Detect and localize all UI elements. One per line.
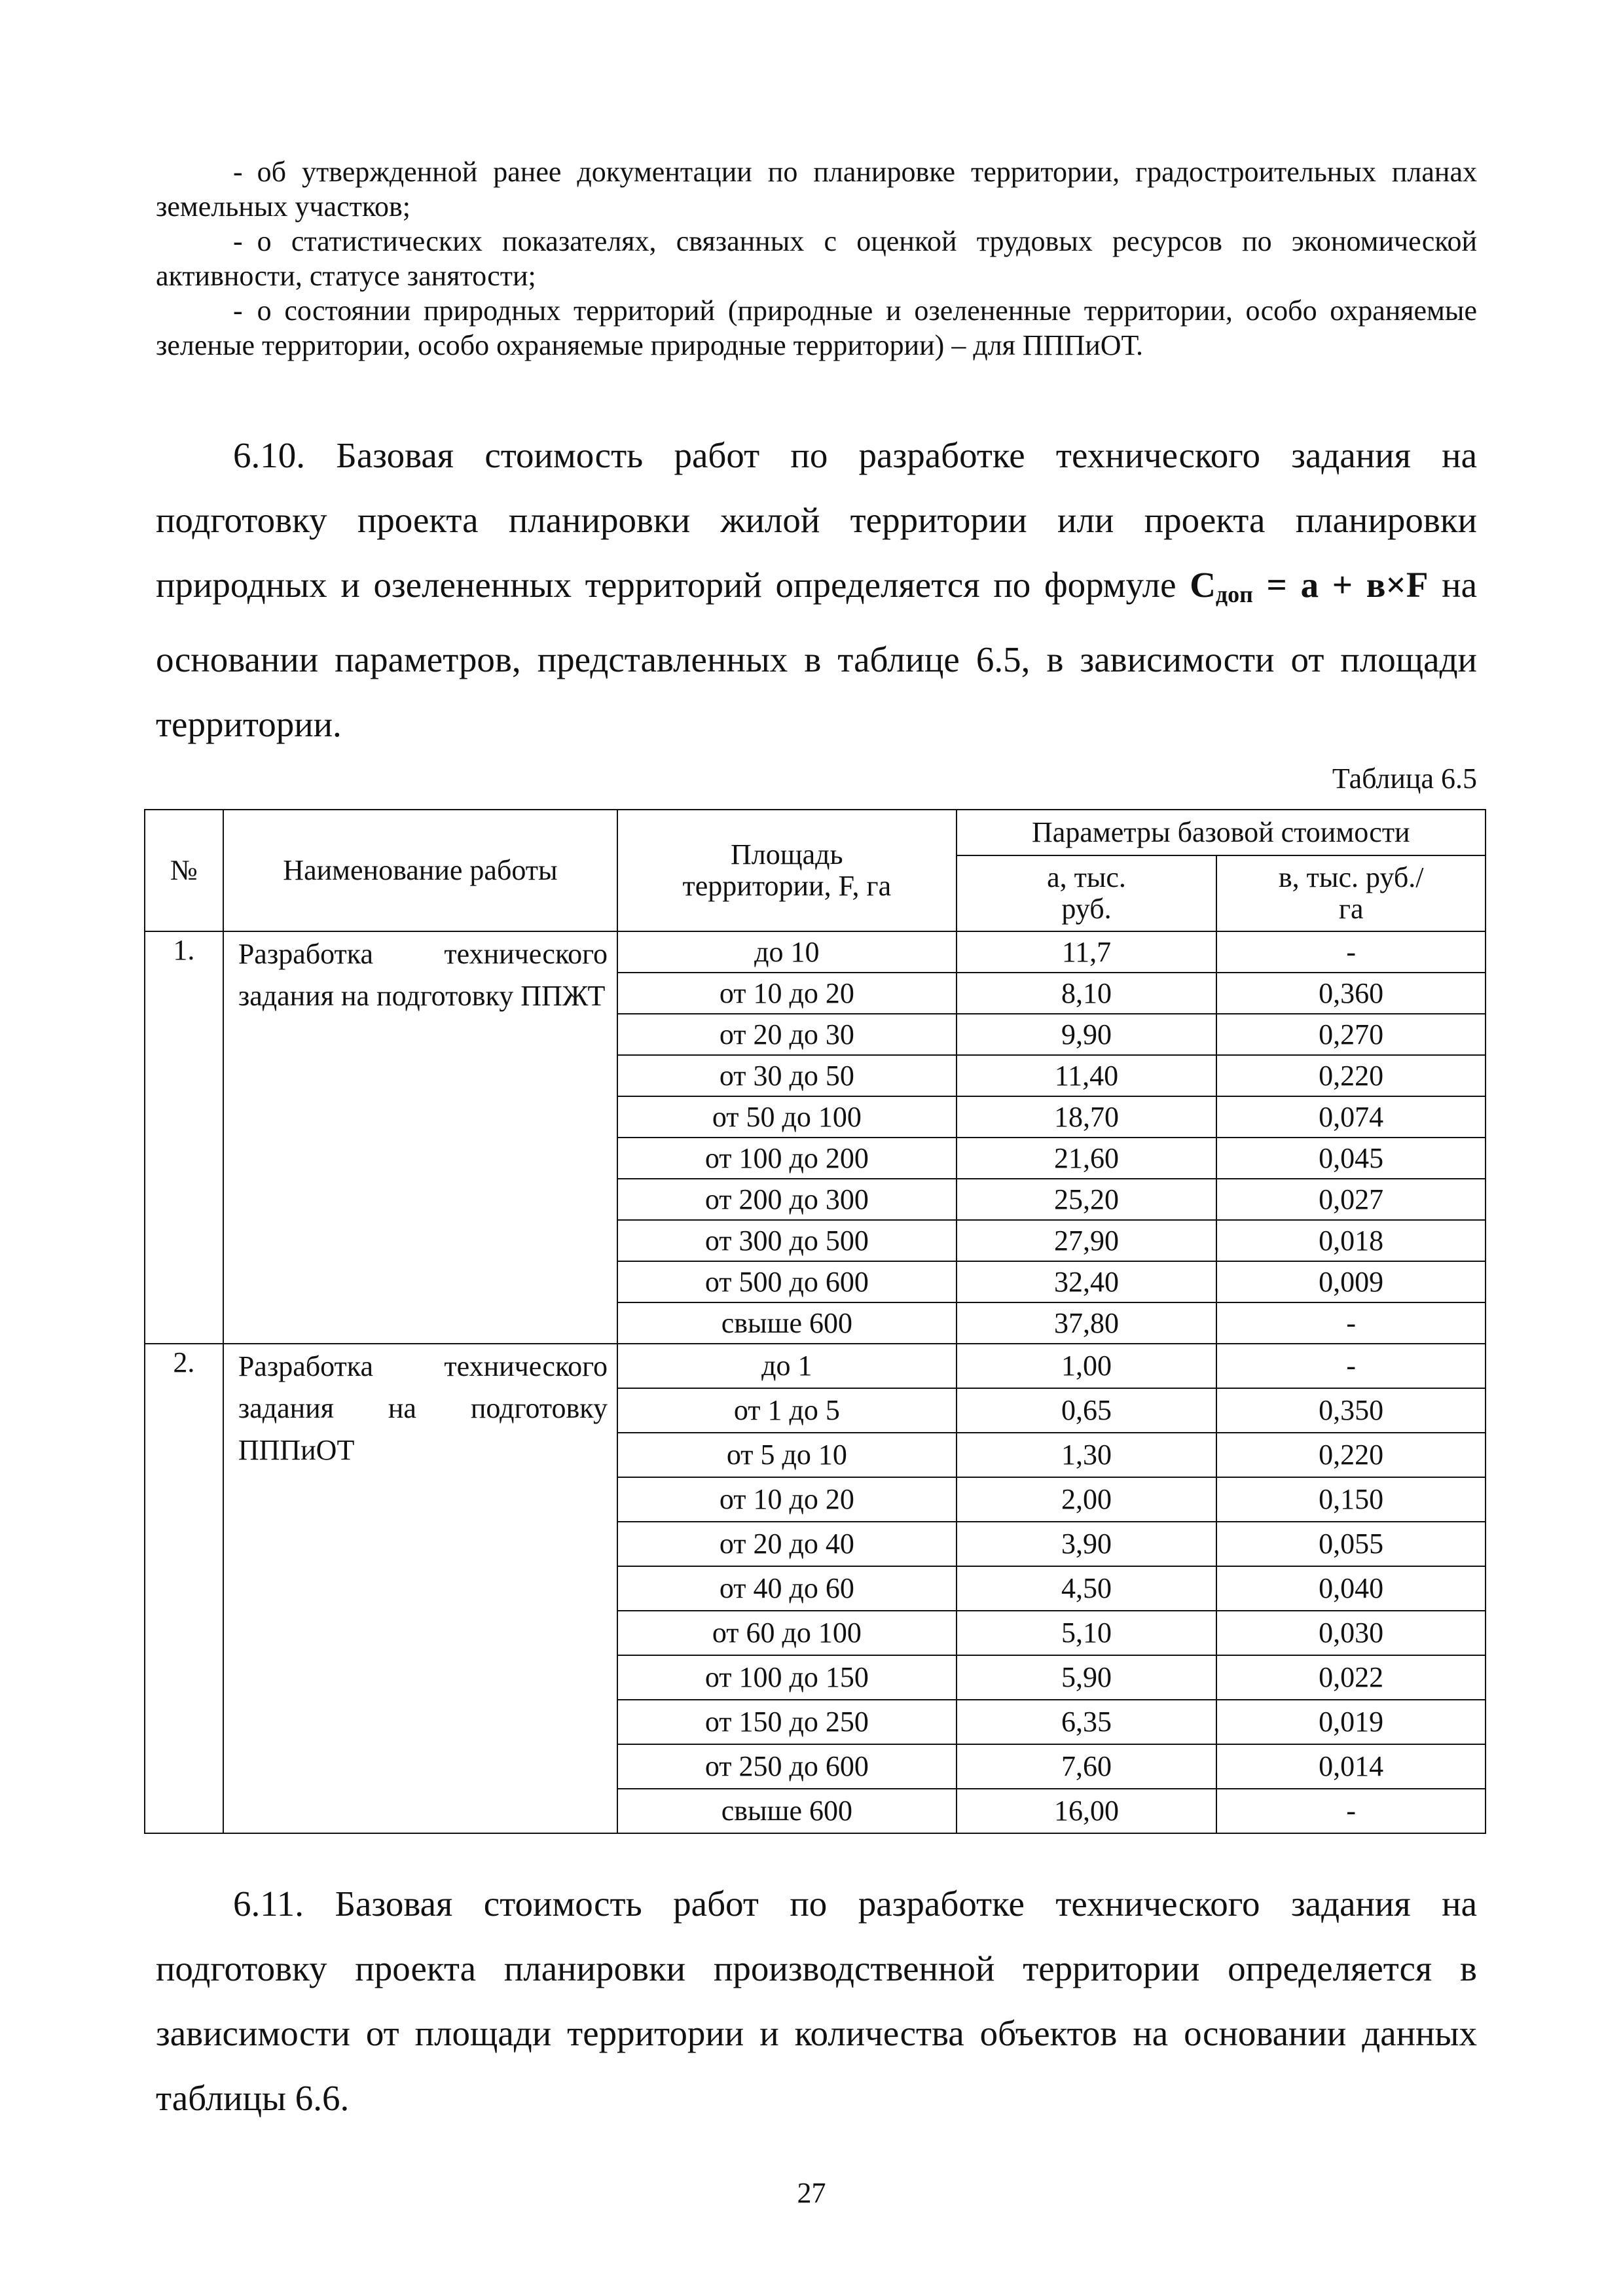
cell-a: 1,30: [957, 1433, 1217, 1477]
paragraph-6-10: 6.10. Базовая стоимость работ по разработке технического задания на подготовку проекта планировки жилой территории или проекта планировки природных и озелененных территорий определяется по формуле $С_{доп} = а + в\times F$ на основании параметров, представленных в таблице 6.5, в зависимости от площади территории.: [156, 435, 1477, 744]
cell-a: 0,65: [957, 1388, 1217, 1433]
cell-a: 1,00: [957, 1344, 1217, 1388]
header-name: Наименование работы: [223, 810, 617, 931]
cell-a: 8,10: [957, 973, 1217, 1014]
header-a: а, тыс. руб.: [957, 855, 1217, 931]
formula: $С_{доп} = а + в\times F$: [1190, 565, 1429, 607]
cell-b: 0,030: [1216, 1611, 1486, 1655]
cell-area: от 20 до 40: [617, 1522, 957, 1566]
cell-area: свыше 600: [617, 1789, 957, 1833]
cell-b: 0,027: [1216, 1179, 1486, 1220]
cell-area: от 200 до 300: [617, 1179, 957, 1220]
cell-a: 25,20: [957, 1179, 1217, 1220]
cell-area: от 100 до 200: [617, 1138, 957, 1179]
cell-area: до 1: [617, 1344, 957, 1388]
cell-a: 11,7: [957, 931, 1217, 973]
paragraph-6-11: 6.11. Базовая стоимость работ по разработке технического задания на подготовку проекта планировки производственной территории определяется в зависимости от площади территории и количества объектов на основании данных таблицы 6.6.: [156, 1884, 1477, 2118]
cell-a: 7,60: [957, 1744, 1217, 1789]
cell-num: 1.: [145, 931, 223, 1344]
cell-a: 5,10: [957, 1611, 1217, 1655]
cell-b: 0,009: [1216, 1261, 1486, 1302]
table-row: [145, 931, 1486, 973]
cell-a: 6,35: [957, 1700, 1217, 1744]
bullet-list: [156, 154, 1477, 363]
cell-b: 0,220: [1216, 1055, 1486, 1096]
cell-b: 0,018: [1216, 1220, 1486, 1261]
cell-area: от 40 до 60: [617, 1566, 957, 1611]
cell-a: 3,90: [957, 1522, 1217, 1566]
cell-b: 0,014: [1216, 1744, 1486, 1789]
header-num: №: [145, 810, 223, 931]
cell-b: 0,022: [1216, 1655, 1486, 1700]
cell-b: 0,350: [1216, 1388, 1486, 1433]
cell-area: от 30 до 50: [617, 1055, 957, 1096]
cell-area: от 10 до 20: [617, 973, 957, 1014]
bullet-text: об утвержденной ранее документации по планировке территории, градостроительных планах земельных участков;: [156, 156, 1477, 223]
cell-b: -: [1216, 931, 1486, 973]
header-b: в, тыс. руб./га: [1216, 855, 1486, 931]
cell-a: 9,90: [957, 1014, 1217, 1055]
cell-b: -: [1216, 1302, 1486, 1344]
cell-area: от 300 до 500: [617, 1220, 957, 1261]
cell-b: 0,045: [1216, 1138, 1486, 1179]
cell-a: 37,80: [957, 1302, 1217, 1344]
cell-area: от 60 до 100: [617, 1611, 957, 1655]
cell-a: 21,60: [957, 1138, 1217, 1179]
cost-table: [144, 809, 1486, 1834]
cell-a: 16,00: [957, 1789, 1217, 1833]
cell-area: от 20 до 30: [617, 1014, 957, 1055]
cell-work-name: Разработка технического задания на подготовку ППЖТ: [223, 931, 617, 1344]
bullet-text: о состоянии природных территорий (природные и озелененные территории, особо охраняемые зеленые территории, особо охраняемые природные территории) – для ПППиОТ.: [156, 295, 1477, 361]
cell-work-name: Разработка технического задания на подготовку ПППиОТ: [223, 1344, 617, 1833]
table-caption: Таблица 6.5: [1332, 762, 1477, 795]
bullet-item: - о состоянии природных территорий (природные и озелененные территории, особо охраняемые зеленые территории, особо охраняемые природные территории) – для ПППиОТ.: [156, 295, 1477, 361]
cell-area: от 50 до 100: [617, 1096, 957, 1138]
cell-area: от 100 до 150: [617, 1655, 957, 1700]
cell-a: 11,40: [957, 1055, 1217, 1096]
bullet-text: о статистических показателях, связанных с оценкой трудовых ресурсов по экономической активности, статусе занятости;: [156, 225, 1477, 292]
cell-b: -: [1216, 1789, 1486, 1833]
header-params: Параметры базовой стоимости: [957, 810, 1486, 855]
cell-b: 0,040: [1216, 1566, 1486, 1611]
cell-b: 0,055: [1216, 1522, 1486, 1566]
cell-area: от 5 до 10: [617, 1433, 957, 1477]
table-row: [145, 1344, 1486, 1388]
cell-num: 2.: [145, 1344, 223, 1833]
cell-b: 0,019: [1216, 1700, 1486, 1744]
cell-b: 0,270: [1216, 1014, 1486, 1055]
cell-area: от 250 до 600: [617, 1744, 957, 1789]
cell-area: от 10 до 20: [617, 1477, 957, 1522]
cell-b: 0,220: [1216, 1433, 1486, 1477]
page-number: 27: [797, 2177, 826, 2209]
cell-a: 32,40: [957, 1261, 1217, 1302]
cell-b: 0,150: [1216, 1477, 1486, 1522]
bullet-item: - о статистических показателях, связанных с оценкой трудовых ресурсов по экономической активности, статусе занятости;: [156, 225, 1477, 292]
cell-b: 0,360: [1216, 973, 1486, 1014]
cell-area: до 10: [617, 931, 957, 973]
cell-area: свыше 600: [617, 1302, 957, 1344]
cell-a: 4,50: [957, 1566, 1217, 1611]
cell-a: 5,90: [957, 1655, 1217, 1700]
cell-area: от 500 до 600: [617, 1261, 957, 1302]
cell-a: 27,90: [957, 1220, 1217, 1261]
header-area: Площадь территории, F, га: [617, 810, 957, 931]
bullet-item: - об утвержденной ранее документации по планировке территории, градостроительных планах земельных участков;: [156, 156, 1477, 223]
cell-b: 0,074: [1216, 1096, 1486, 1138]
cell-b: -: [1216, 1344, 1486, 1388]
cell-area: от 1 до 5: [617, 1388, 957, 1433]
cell-a: 18,70: [957, 1096, 1217, 1138]
cell-a: 2,00: [957, 1477, 1217, 1522]
cell-area: от 150 до 250: [617, 1700, 957, 1744]
